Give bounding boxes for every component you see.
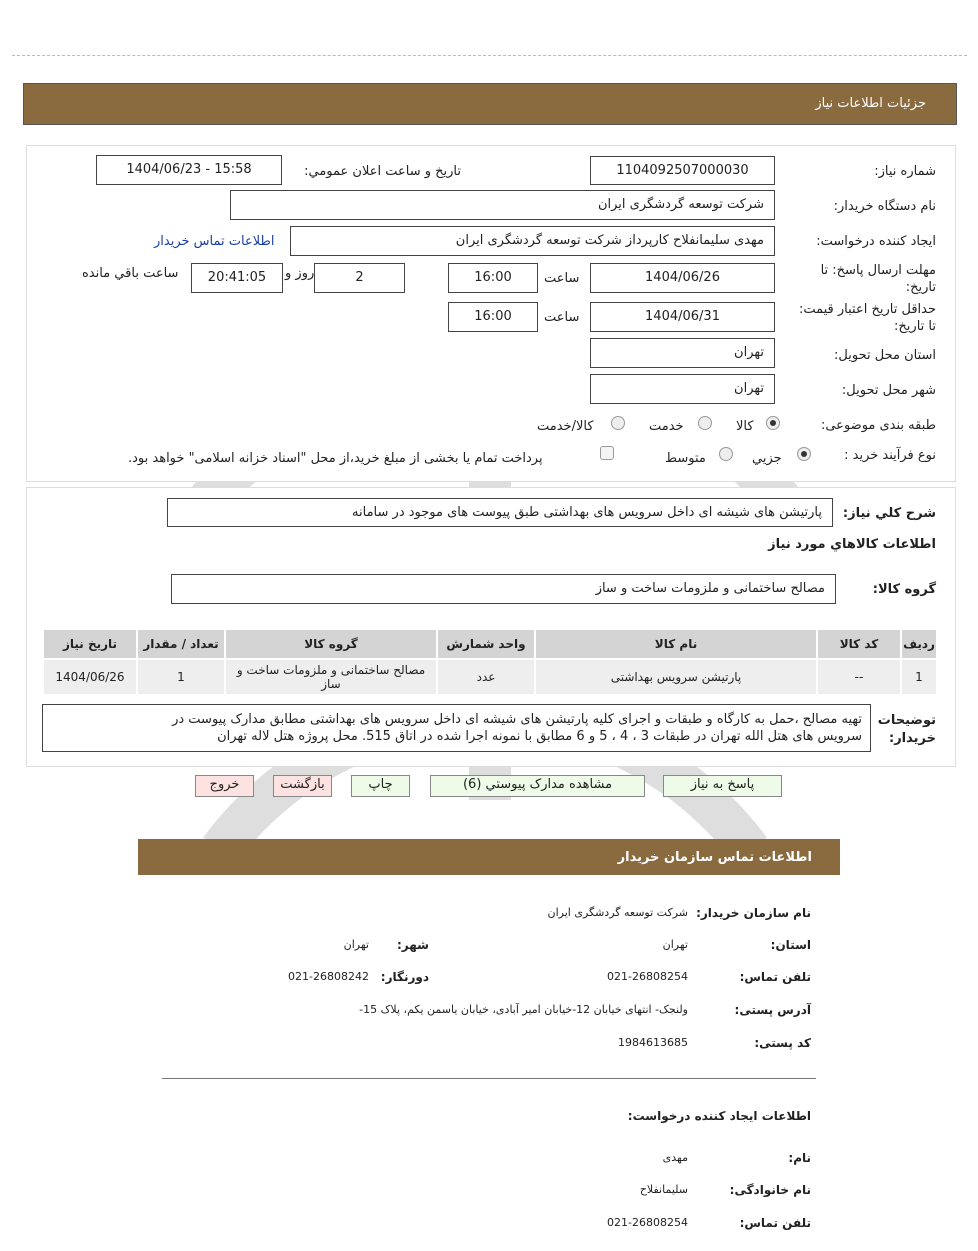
need-number-label: شماره نیاز: <box>874 164 936 179</box>
payment-checkbox[interactable] <box>600 446 614 460</box>
goods-table <box>42 628 938 696</box>
last-name-label: نام خانوادگی: <box>729 1183 811 1197</box>
buyer-notes-line-2: سرویس های هتل الله تهران در طبقات 3 ، 4 ، 5 و 6 مطابق با نمونه اجرا شده در اتاق 515. محل پروژه هتل لاله تهران <box>217 729 862 744</box>
col-name: نام کالا <box>535 629 817 659</box>
page-header <box>23 83 957 125</box>
buyer-org-field: شرکت توسعه گردشگری ایران <box>230 190 775 220</box>
phone-value: 021-26808254 <box>607 970 688 983</box>
top-divider <box>12 55 967 56</box>
reply-button[interactable]: پاسخ به نیاز <box>663 775 782 797</box>
cell-row: 1 <box>901 659 937 695</box>
validity-label-2: تا تاریخ: <box>894 319 936 334</box>
table-row <box>43 659 937 695</box>
cell-date: 1404/06/26 <box>43 659 137 695</box>
deadline-label-2: تاریخ: <box>905 280 936 295</box>
category-option-service: خدمت <box>649 419 684 434</box>
postal-value: 1984613685 <box>618 1036 688 1049</box>
validity-date-field: 1404/06/31 <box>590 302 775 332</box>
creator-phone-label: تلفن تماس: <box>739 1216 811 1230</box>
buyer-notes-label-2: خریدار: <box>889 731 936 746</box>
city-field: تهران <box>590 374 775 404</box>
goods-group-label: گروه کالا: <box>872 582 936 597</box>
contact-province-value: تهران <box>662 938 688 951</box>
city-label: شهر محل تحویل: <box>841 383 936 398</box>
fax-label: دورنگار: <box>380 970 429 984</box>
payment-note: پرداخت تمام یا بخشی از مبلغ خرید،از محل "اسناد خزانه اسلامی" خواهد بود. <box>128 451 543 466</box>
first-name-label: نام: <box>788 1151 811 1165</box>
address-value: ولنجک- انتهای خیابان 12-خیابان امیر آبادی، خیابان یاسمن یکم، پلاک 15- <box>359 1003 688 1016</box>
category-radio-both[interactable] <box>611 416 625 430</box>
attachments-button[interactable]: مشاهده مدارک پیوستي (6) <box>430 775 645 797</box>
contact-divider <box>162 1078 816 1079</box>
cell-unit: عدد <box>437 659 535 695</box>
org-label: نام سازمان خریدار: <box>696 906 811 920</box>
goods-info-title: اطلاعات کالاهاي مورد نیاز <box>768 537 936 552</box>
validity-label: حداقل تاریخ اعتبار قیمت: <box>798 302 936 317</box>
contact-province-label: استان: <box>770 938 811 952</box>
category-radio-service[interactable] <box>698 416 712 430</box>
days-label: روز و <box>285 266 315 281</box>
remaining-label: ساعت باقي مانده <box>82 266 179 281</box>
address-label: آدرس پستی: <box>734 1003 811 1017</box>
last-name-value: سلیمانفلاح <box>639 1183 688 1196</box>
category-option-both: کالا/خدمت <box>537 419 594 434</box>
process-option-medium: متوسط <box>665 451 706 466</box>
validity-time-label: ساعت <box>544 310 580 325</box>
process-option-minor: جزیي <box>752 451 782 466</box>
category-radio-goods[interactable] <box>766 416 780 430</box>
cell-qty: 1 <box>137 659 225 695</box>
buyer-notes-line-1: تهیه مصالح ،حمل به کارگاه و طبقات و اجرای کلیه پارتیشن های شیشه ای داخل سرویس های بهداشتی مطابق مدارک پیوست در <box>172 712 862 727</box>
announce-field: 1404/06/23 - 15:58 <box>96 155 282 185</box>
goods-group-field: مصالح ساختمانی و ملزومات ساخت و ساز <box>171 574 836 604</box>
col-qty: تعداد / مقدار <box>137 629 225 659</box>
process-label: نوع فرآیند خرید : <box>844 448 936 463</box>
back-button[interactable]: بازگشت <box>273 775 332 797</box>
creator-phone-value: 021-26808254 <box>607 1216 688 1229</box>
col-row: ردیف <box>901 629 937 659</box>
buyer-notes-box <box>42 704 871 752</box>
page-title: جزئیات اطلاعات نیاز <box>815 96 926 111</box>
remaining-time-field: 20:41:05 <box>191 263 283 293</box>
deadline-time-label: ساعت <box>544 271 580 286</box>
contact-city-value: تهران <box>343 938 369 951</box>
buyer-org-label: نام دستگاه خریدار: <box>833 199 936 214</box>
col-group: گروه کالا <box>225 629 437 659</box>
col-unit: واحد شمارش <box>437 629 535 659</box>
validity-time-field: 16:00 <box>448 302 538 332</box>
deadline-date-field: 1404/06/26 <box>590 263 775 293</box>
contact-header <box>138 839 840 875</box>
province-field: تهران <box>590 338 775 368</box>
exit-button[interactable]: خروج <box>195 775 254 797</box>
deadline-time-field: 16:00 <box>448 263 538 293</box>
print-button[interactable]: چاپ <box>351 775 410 797</box>
announce-label: تاریخ و ساعت اعلان عمومي: <box>304 164 461 179</box>
cell-name: پارتیشن سرویس بهداشتی <box>535 659 817 695</box>
col-date: تاریخ نیاز <box>43 629 137 659</box>
fax-value: 021-26808242 <box>288 970 369 983</box>
phone-label: تلفن تماس: <box>739 970 811 984</box>
creator-field: مهدی سلیمانفلاح کارپرداز شرکت توسعه گردشگری ایران <box>290 226 775 256</box>
cell-group: مصالح ساختمانی و ملزومات ساخت و ساز <box>225 659 437 695</box>
col-code: کد کالا <box>817 629 901 659</box>
contact-city-label: شهر: <box>397 938 429 952</box>
need-number-field: 1104092507000030 <box>590 156 775 185</box>
cell-code: -- <box>817 659 901 695</box>
deadline-label: مهلت ارسال پاسخ: تا <box>820 263 936 278</box>
general-desc-field: پارتیشن های شیشه ای داخل سرویس های بهداشتی طبق پیوست های موجود در سامانه <box>167 498 833 527</box>
process-radio-medium[interactable] <box>719 447 733 461</box>
creator-info-title: اطلاعات ایجاد کننده درخواست: <box>627 1109 811 1123</box>
process-radio-minor[interactable] <box>797 447 811 461</box>
postal-label: کد پستی: <box>754 1036 811 1050</box>
contact-title: اطلاعات تماس سازمان خریدار <box>617 850 812 865</box>
province-label: استان محل تحویل: <box>834 348 936 363</box>
first-name-value: مهدی <box>662 1151 688 1164</box>
category-option-goods: کالا <box>736 419 754 434</box>
category-label: طبقه بندی موضوعی: <box>820 418 936 433</box>
org-value: شرکت توسعه گردشگری ایران <box>547 906 688 919</box>
days-field: 2 <box>314 263 405 293</box>
creator-label: ایجاد کننده درخواست: <box>816 234 936 249</box>
buyer-contact-link[interactable]: اطلاعات تماس خریدار <box>154 234 275 249</box>
general-desc-label: شرح کلي نیاز: <box>842 506 936 521</box>
buyer-notes-label: توضیحات <box>877 713 936 728</box>
